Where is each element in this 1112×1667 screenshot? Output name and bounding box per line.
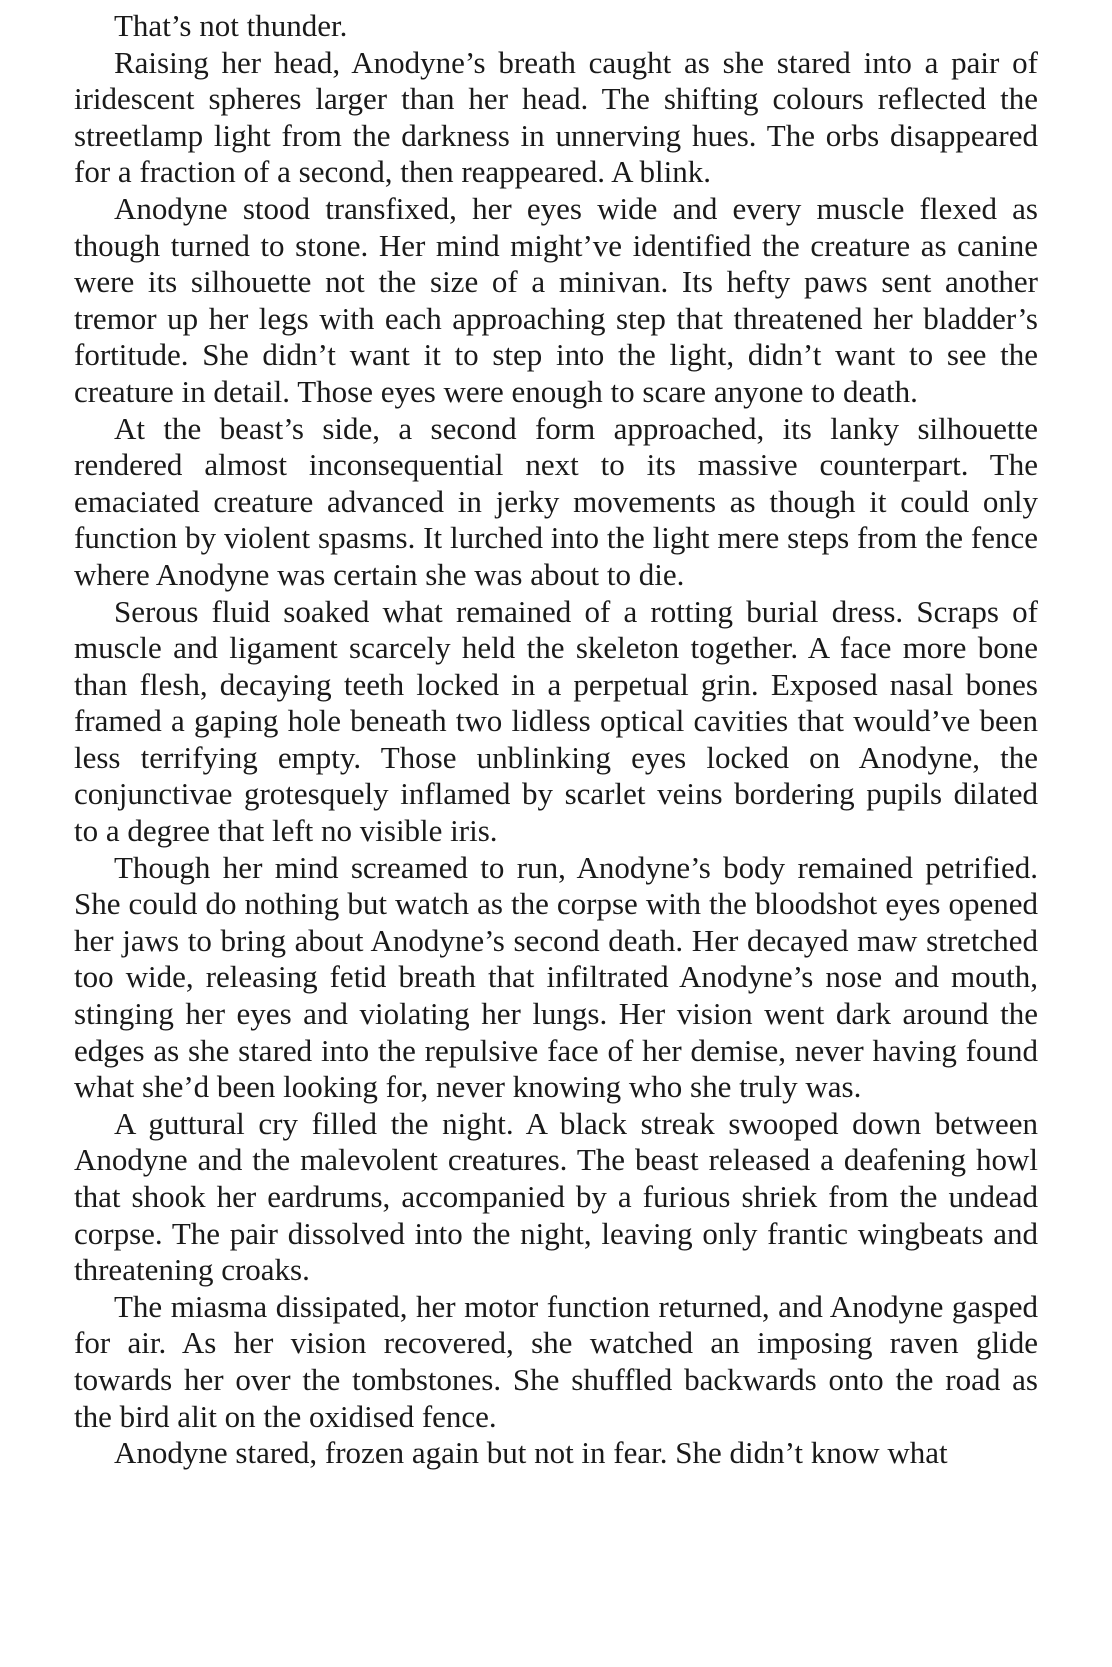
paragraph: A guttural cry filled the night. A black streak swooped down between Anodyne and the malevolent creatures. The beast released a deafening howl that shook her eardrums, accompanied by a furious shriek from the undead corpse. The pair dissolved into the night, leaving only frantic wingbeats and threatening croaks. — [74, 1105, 1038, 1288]
book-page — [74, 8, 1038, 1472]
paragraph: Though her mind screamed to run, Anodyne’s body remained petrified. She could do nothing but watch as the corpse with the bloodshot eyes opened her jaws to bring about Anodyne’s second death. Her decayed maw stretched too wide, releasing fetid breath that infiltrated Anodyne’s nose and mouth, stinging her eyes and violating her lungs. Her vision went dark around the edges as she stared into the repulsive face of her demise, never having found what she’d been looking for, never knowing who she truly was. — [74, 849, 1038, 1105]
paragraph: That’s not thunder. — [114, 8, 348, 43]
paragraph: The miasma dissipated, her motor function returned, and Anodyne gasped for air. As her vision recovered, she watched an imposing raven glide towards her over the tombstones. She shuffled backwards onto the road as the bird alit on the oxidised fence. — [74, 1288, 1038, 1434]
paragraph: Raising her head, Anodyne’s breath caught as she stared into a pair of iridescent spheres larger than her head. The shifting colours reflected the streetlamp light from the darkness in unnerving hues. The orbs disappeared for a fraction of a second, then reappeared. A blink. — [74, 44, 1038, 190]
paragraph: Anodyne stood transfixed, her eyes wide and every muscle flexed as though turned to stone. Her mind might’ve identified the creature as canine were its silhouette not the size of a minivan. Its hefty paws sent another tremor up her legs with each approaching step that threatened her bladder’s fortitude. She didn’t want it to step into the light, didn’t want to see the creature in detail. Those eyes were enough to scare anyone to death. — [74, 190, 1038, 409]
paragraph: Serous fluid soaked what remained of a rotting burial dress. Scraps of muscle and ligament scarcely held the skeleton together. A face more bone than flesh, decaying teeth locked in a perpetual grin. Exposed nasal bones framed a gaping hole beneath two lidless optical cavities that would’ve been less terrifying empty. Those unblinking eyes locked on Anodyne, the conjunctivae grotesquely inflamed by scarlet veins bordering pupils dilated to a degree that left no visible iris. — [74, 593, 1038, 849]
paragraph: Anodyne stared, frozen again but not in fear. She didn’t know what — [114, 1435, 948, 1471]
paragraph: At the beast’s side, a second form approached, its lanky silhouette rendered almost inconsequential next to its massive counterpart. The emaciated creature advanced in jerky movements as though it could only function by violent spasms. It lurched into the light mere steps from the fence where Anodyne was certain she was about to die. — [74, 410, 1038, 592]
